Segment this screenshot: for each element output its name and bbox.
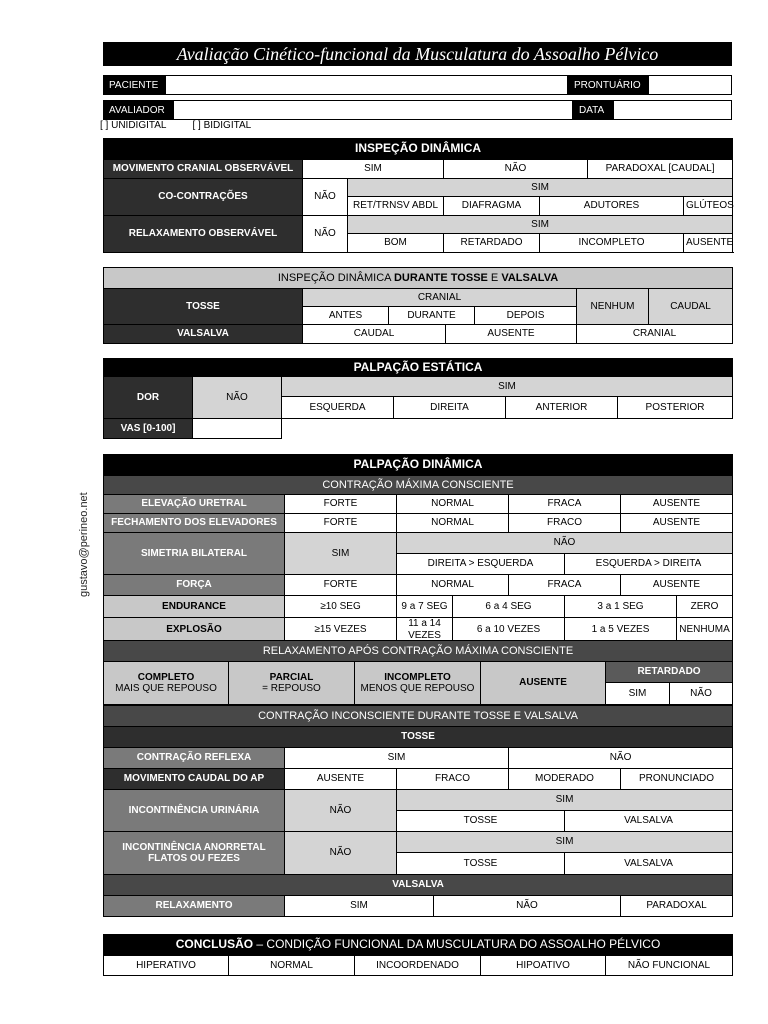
option-cell[interactable]: AUSENTE [446, 325, 577, 344]
option-cell[interactable]: ANTES [303, 307, 389, 325]
blank-cell [282, 419, 733, 439]
option-cell[interactable]: FORTE [285, 575, 397, 596]
option-cell[interactable]: SIM [285, 533, 397, 575]
option-cell[interactable]: BOM [348, 234, 444, 253]
option-cell[interactable]: NÃO FUNCIONAL [606, 956, 733, 976]
prontuario-field[interactable] [648, 75, 732, 95]
option-cell[interactable]: CRANIAL [577, 325, 733, 344]
section-title [104, 935, 733, 956]
option-cell[interactable]: RETARDADO [444, 234, 540, 253]
retardado-label: RETARDADO [606, 662, 733, 683]
title-part: E [487, 271, 502, 284]
inc-anorretal-label [104, 832, 285, 875]
conclusao-subtitle: – CONDIÇÃO FUNCIONAL DA MUSCULATURA DO ASSOALHO PÉLVICO [253, 937, 661, 952]
option-cell[interactable] [229, 662, 355, 705]
option-cell[interactable]: CRANIAL [303, 289, 577, 307]
inc-anorretal-line2: FLATOS OU FEZES [148, 853, 240, 864]
option-cell[interactable]: HIPOATIVO [481, 956, 606, 976]
option-cell[interactable]: FRACA [509, 575, 621, 596]
reflexa-label: CONTRAÇÃO REFLEXA [104, 748, 285, 769]
bidigital-checkbox[interactable]: [ ] BIDIGITAL [192, 120, 252, 131]
option-cell[interactable]: GLÚTEOS [684, 197, 733, 216]
option-cell[interactable]: NENHUM [577, 289, 649, 325]
subsection-title: CONTRAÇÃO INCONSCIENTE DURANTE TOSSE E VALSALVA [104, 706, 733, 727]
option-cell[interactable]: ≥10 SEG [285, 596, 397, 618]
option-cell[interactable]: FRACA [509, 495, 621, 514]
section-title: PALPAÇÃO DINÂMICA [104, 455, 733, 476]
title-part: INSPEÇÃO DINÂMICA [277, 271, 394, 284]
valsalva-title: VALSALVA [104, 875, 733, 896]
relaxamento-label: RELAXAMENTO OBSERVÁVEL [104, 216, 303, 253]
paciente-field[interactable] [165, 75, 568, 95]
option-cell[interactable]: VALSALVA [565, 853, 733, 875]
avaliador-field[interactable] [173, 100, 573, 120]
parcial-sub: = REPOUSO [262, 683, 321, 694]
inc-anorretal-line1: INCONTINÊNCIA ANORRETAL [122, 841, 266, 853]
option-cell[interactable]: POSTERIOR [618, 397, 733, 419]
option-cell[interactable]: SIM [285, 748, 509, 769]
option-cell[interactable]: INCOORDENADO [355, 956, 481, 976]
conclusao-table [103, 934, 733, 976]
option-cell[interactable]: AUSENTE [621, 575, 733, 596]
unidigital-checkbox[interactable]: [ ] UNIDIGITAL [100, 120, 167, 131]
contracao-inconsciente-table [103, 705, 733, 917]
option-cell[interactable]: SIM [606, 683, 670, 705]
form-title: Avaliação Cinético-funcional da Musculatura do Assoalho Pélvico [103, 42, 732, 66]
relaxamento-table [103, 640, 733, 705]
simetria-label: SIMETRIA BILATERAL [104, 533, 285, 575]
option-cell[interactable]: SIM [397, 832, 733, 853]
option-cell[interactable]: NÃO [444, 160, 588, 179]
option-cell[interactable]: NÃO [303, 179, 348, 216]
option-cell[interactable]: SIM [348, 216, 733, 234]
option-cell[interactable]: FRACO [509, 514, 621, 533]
cocontracoes-label: CO-CONTRAÇÕES [104, 179, 303, 216]
option-cell[interactable]: NORMAL [397, 495, 509, 514]
endurance-label: ENDURANCE [104, 596, 285, 618]
conclusao-title: CONCLUSÃO [175, 937, 254, 952]
tosse-label: TOSSE [104, 289, 303, 325]
option-cell[interactable]: 11 a 14 VEZES [397, 618, 453, 642]
option-cell[interactable]: PARADOXAL [621, 896, 733, 917]
option-cell[interactable]: NÃO [285, 832, 397, 875]
option-cell[interactable]: HIPERATIVO [104, 956, 229, 976]
option-cell[interactable]: SIM [285, 896, 434, 917]
section-title: PALPAÇÃO ESTÁTICA [104, 359, 733, 377]
author-email: gustavo@perineo.net [78, 492, 90, 598]
subsection-title: RELAXAMENTO APÓS CONTRAÇÃO MÁXIMA CONSCIENTE [104, 641, 733, 662]
forca-label: FORÇA [104, 575, 285, 596]
incompleto-sub: MENOS QUE REPOUSO [360, 683, 475, 694]
option-cell[interactable]: VALSALVA [565, 811, 733, 832]
option-cell[interactable]: NÃO [397, 533, 733, 554]
option-cell[interactable]: MODERADO [509, 769, 621, 790]
evaluator-row [103, 100, 732, 120]
paciente-label: PACIENTE [103, 75, 165, 95]
option-cell[interactable]: SIM [282, 377, 733, 397]
option-cell[interactable]: AUSENTE [621, 495, 733, 514]
elevacao-label: ELEVAÇÃO URETRAL [104, 495, 285, 514]
option-cell[interactable]: NÃO [303, 216, 348, 253]
completo-label: COMPLETO [137, 671, 195, 683]
data-field[interactable] [613, 100, 732, 120]
title-part: DURANTE TOSSE [393, 271, 488, 284]
option-cell[interactable]: NORMAL [229, 956, 355, 976]
mov-caudal-label: MOVIMENTO CAUDAL DO AP [104, 769, 285, 790]
option-cell[interactable]: 6 a 4 SEG [453, 596, 565, 618]
option-cell[interactable]: AUSENTE [481, 662, 606, 705]
valsalva-label: VALSALVA [104, 325, 303, 344]
option-cell[interactable]: FORTE [285, 514, 397, 533]
option-cell[interactable]: 6 a 10 VEZES [453, 618, 565, 642]
section-title: INSPEÇÃO DINÂMICA [104, 139, 733, 160]
section-title [104, 268, 733, 289]
option-cell[interactable]: NÃO [509, 748, 733, 769]
option-cell[interactable]: PARADOXAL [CAUDAL] [588, 160, 733, 179]
vas-label: VAS [0-100] [104, 419, 193, 439]
option-cell[interactable]: AUSENTE [285, 769, 397, 790]
inspecao-dinamica-table [103, 138, 733, 253]
option-cell[interactable]: AUSENTE [684, 234, 733, 253]
fechamento-label: FECHAMENTO DOS ELEVADORES [104, 514, 285, 533]
palpacao-dinamica-table [103, 454, 733, 642]
option-cell[interactable]: 9 a 7 SEG [397, 596, 453, 618]
option-cell[interactable]: RET/TRNSV ABDL [348, 197, 444, 216]
option-cell[interactable]: 1 a 5 VEZES [565, 618, 677, 642]
option-cell[interactable]: ADUTORES [540, 197, 684, 216]
subsection-title: CONTRAÇÃO MÁXIMA CONSCIENTE [104, 476, 733, 495]
option-cell[interactable]: NENHUMA [677, 618, 733, 642]
data-label: DATA [573, 100, 613, 120]
mov-cranial-label: MOVIMENTO CRANIAL OBSERVÁVEL [104, 160, 303, 179]
tosse-valsalva-table [103, 267, 733, 344]
option-cell[interactable]: ESQUERDA [282, 397, 394, 419]
option-cell[interactable]: TOSSE [397, 811, 565, 832]
tosse-title: TOSSE [104, 727, 733, 748]
option-cell[interactable]: DURANTE [389, 307, 475, 325]
option-cell[interactable]: INCOMPLETO [540, 234, 684, 253]
option-cell[interactable]: CAUDAL [649, 289, 733, 325]
inc-urinaria-label: INCONTINÊNCIA URINÁRIA [104, 790, 285, 832]
option-cell[interactable]: SIM [397, 790, 733, 811]
option-cell[interactable]: NÃO [285, 790, 397, 832]
patient-row [103, 75, 732, 95]
explosao-label: EXPLOSÃO [104, 618, 285, 642]
option-cell[interactable]: ESQUERDA > DIREITA [565, 554, 733, 575]
option-cell[interactable]: PRONUNCIADO [621, 769, 733, 790]
option-cell[interactable]: AUSENTE [621, 514, 733, 533]
option-cell[interactable]: DIAFRAGMA [444, 197, 540, 216]
option-cell[interactable]: 3 a 1 SEG [565, 596, 677, 618]
option-cell[interactable]: ANTERIOR [506, 397, 618, 419]
option-cell[interactable]: SIM [348, 179, 733, 197]
completo-sub: MAIS QUE REPOUSO [115, 683, 217, 694]
option-cell[interactable]: CAUDAL [303, 325, 446, 344]
option-cell[interactable]: ZERO [677, 596, 733, 618]
option-cell[interactable]: FRACO [397, 769, 509, 790]
title-part: VALSALVA [501, 271, 559, 284]
option-cell[interactable]: DIREITA [394, 397, 506, 419]
digital-options [100, 120, 251, 131]
dor-label: DOR [104, 377, 193, 419]
option-cell[interactable]: DIREITA > ESQUERDA [397, 554, 565, 575]
option-cell[interactable]: ≥15 VEZES [285, 618, 397, 642]
option-cell[interactable]: NÃO [670, 683, 733, 705]
vas-field[interactable] [193, 419, 282, 439]
option-cell[interactable]: SIM [303, 160, 444, 179]
incompleto-label: INCOMPLETO [384, 671, 451, 683]
palpacao-estatica-table [103, 358, 733, 439]
option-cell[interactable] [104, 662, 229, 705]
option-cell[interactable]: NORMAL [397, 575, 509, 596]
option-cell[interactable] [355, 662, 481, 705]
option-cell[interactable]: FORTE [285, 495, 397, 514]
avaliador-label: AVALIADOR [103, 100, 173, 120]
option-cell[interactable]: NÃO [193, 377, 282, 419]
parcial-label: PARCIAL [269, 671, 314, 683]
relaxamento-label: RELAXAMENTO [104, 896, 285, 917]
prontuario-label: PRONTUÁRIO [568, 75, 648, 95]
option-cell[interactable]: TOSSE [397, 853, 565, 875]
option-cell[interactable]: DEPOIS [475, 307, 577, 325]
option-cell[interactable]: NORMAL [397, 514, 509, 533]
option-cell[interactable]: NÃO [434, 896, 621, 917]
